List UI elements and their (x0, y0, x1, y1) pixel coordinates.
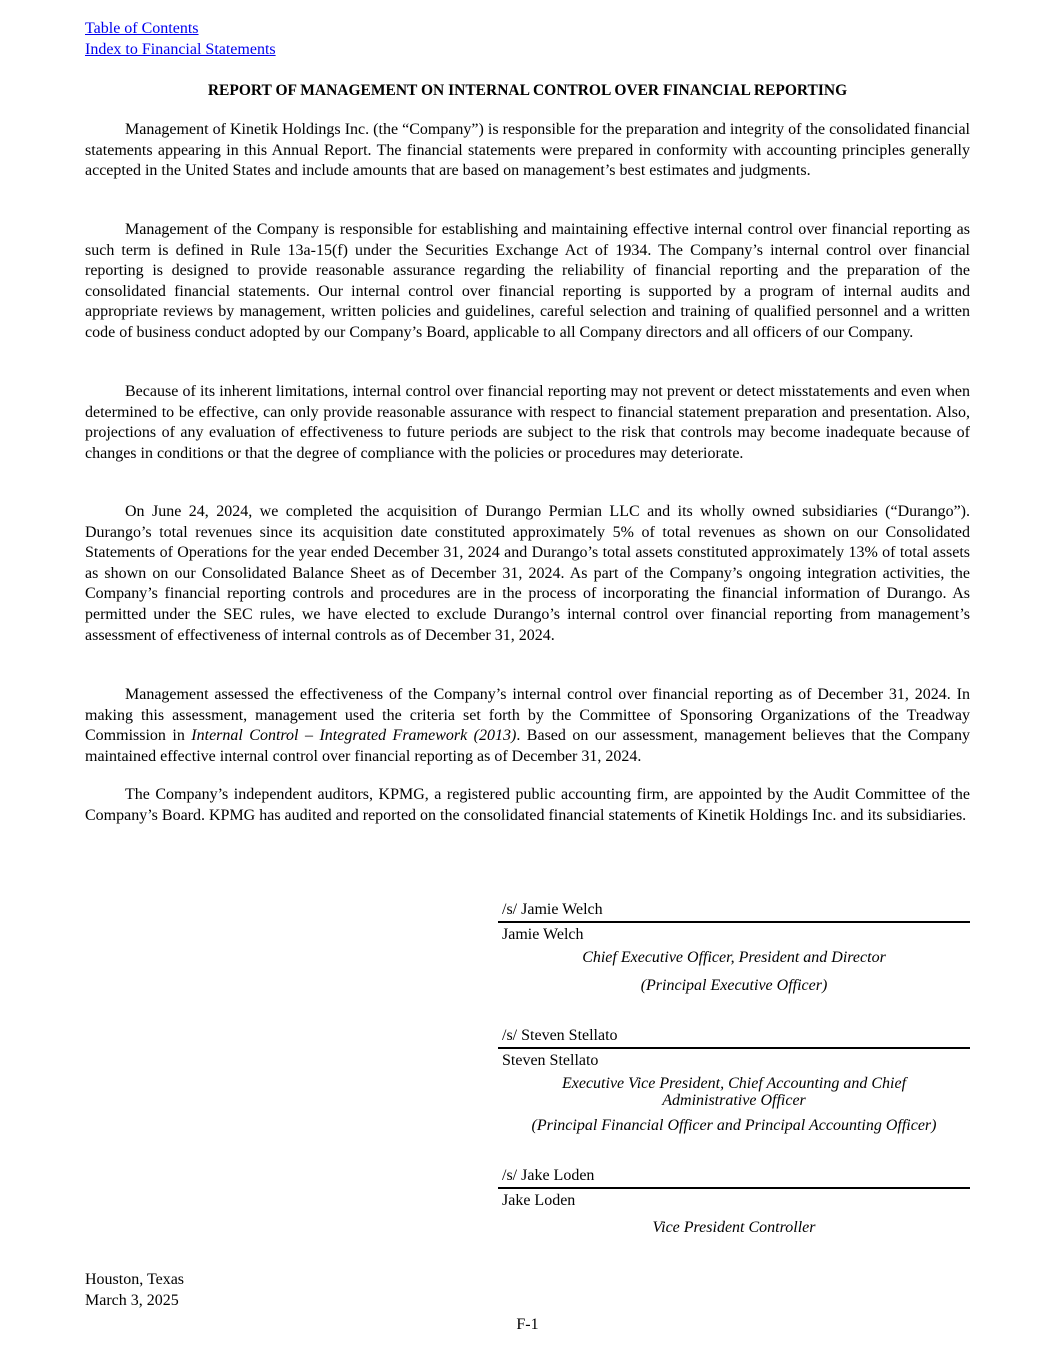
location-and-date (85, 1270, 184, 1311)
assessment-text-after: . Based on our assessment, management believes that the Company maintained effective internal control over financial reporting as of December 31, 2024. (85, 727, 971, 765)
paragraph-limitations: Because of its inherent limitations, internal control over financial reporting may not prevent or detect misstatements and even when determined to be effective, can only provide reasonable assurance with respect to financial statement preparation and presentation. Also, projections of any evaluation of effectiveness to future periods are subject to the risk that controls may become inadequate because of changes in conditions or that the degree of compliance with the policies or procedures may deteriorate. (85, 383, 970, 462)
paragraph-auditors: The Company’s independent auditors, KPMG, a registered public accounting firm, are appointed by the Audit Committee of the Company’s Board. KPMG has audited and reported on the consolidated financial statements of Kinetik Holdings Inc. and its subsidiaries. (85, 786, 970, 824)
signatory-role: (Principal Financial Officer and Principal Accounting Officer) (531, 1117, 937, 1134)
signature-line (498, 1187, 970, 1189)
signatory-name: Steven Stellato (502, 1052, 599, 1069)
signatory-title-line-2: Administrative Officer (662, 1092, 806, 1109)
table-of-contents-link[interactable]: Table of Contents (85, 20, 199, 37)
signatory-name: Jake Loden (502, 1192, 576, 1209)
index-to-financial-statements-link[interactable]: Index to Financial Statements (85, 40, 276, 58)
signature-conformed: /s/ Jamie Welch (502, 901, 603, 918)
signature-block-ceo (498, 900, 970, 995)
signature-block-cao (498, 1026, 970, 1135)
signature-conformed: /s/ Jake Loden (502, 1167, 595, 1184)
paragraph-assessment (85, 685, 970, 767)
signatory-title-line-1: Executive Vice President, Chief Accounting and Chief (561, 1075, 907, 1092)
report-title: REPORT OF MANAGEMENT ON INTERNAL CONTROL OVER FINANCIAL REPORTING (207, 82, 848, 99)
report-date: March 3, 2025 (85, 1291, 179, 1309)
paragraph-durango-acquisition: On June 24, 2024, we completed the acquisition of Durango Permian LLC and its wholly owned subsidiaries (“Durango”). Durango’s total revenues since its acquisition date constituted approximately 5% of total revenues as shown on our Consolidated Statements of Operations for the year ended December 31, 2024 and Durango’s total assets constituted approximately 13% of total assets as shown on our Consolidated Balance Sheet as of December 31, 2024. As part of the Company’s ongoing integration activities, the Company’s financial reporting controls and procedures are in the process of incorporating the financial information of Durango. As permitted under the SEC rules, we have elected to exclude Durango’s internal control over financial reporting from management’s assessment of effectiveness of internal controls as of December 31, 2024. (85, 503, 970, 644)
paragraph-responsibility: Management of Kinetik Holdings Inc. (the “Company”) is responsible for the preparation and integrity of the consolidated financial statements appearing in this Annual Report. The financial statements were prepared in conformity with accounting principles generally accepted in the United States and include amounts that are based on management’s best estimates and judgments. (85, 121, 970, 180)
city: Houston, Texas (85, 1271, 185, 1288)
signature-block-controller (498, 1166, 970, 1237)
framework-name: Internal Control – Integrated Framework (2013) (191, 727, 517, 745)
signatory-role: (Principal Executive Officer) (640, 977, 828, 994)
paragraph-internal-control: Management of the Company is responsible for establishing and maintaining effective internal control over financial reporting as such term is defined in Rule 13a-15(f) under the Securities Exchange Act of 1934. The Company’s internal control over financial reporting is designed to provide reasonable assurance regarding the reliability of financial reporting and the preparation of the consolidated financial statements. Our internal control over financial reporting is supported by a program of internal audits and appropriate reviews by management, written policies and guidelines, careful selection and training of qualified personnel and a written code of business conduct adopted by our Company’s Board, applicable to all Company directors and all officers of our Company. (85, 221, 970, 341)
signatory-title: Chief Executive Officer, President and Director (582, 949, 886, 966)
signature-line (498, 921, 970, 923)
top-navigation-links (85, 19, 276, 60)
signature-conformed: /s/ Steven Stellato (502, 1027, 618, 1044)
signatory-name: Jamie Welch (502, 926, 584, 943)
assessment-text-before: Management assessed the effectiveness of the Company’s internal control over financial reporting as of December 31, 2024. In making this assessment, management used the criteria set forth by the Committee of Sponsoring Organizations of the Treadway Commission in (85, 686, 970, 745)
page-number: F-1 (516, 1316, 539, 1333)
signature-line (498, 1047, 970, 1049)
signatory-title: Vice President Controller (652, 1219, 816, 1236)
